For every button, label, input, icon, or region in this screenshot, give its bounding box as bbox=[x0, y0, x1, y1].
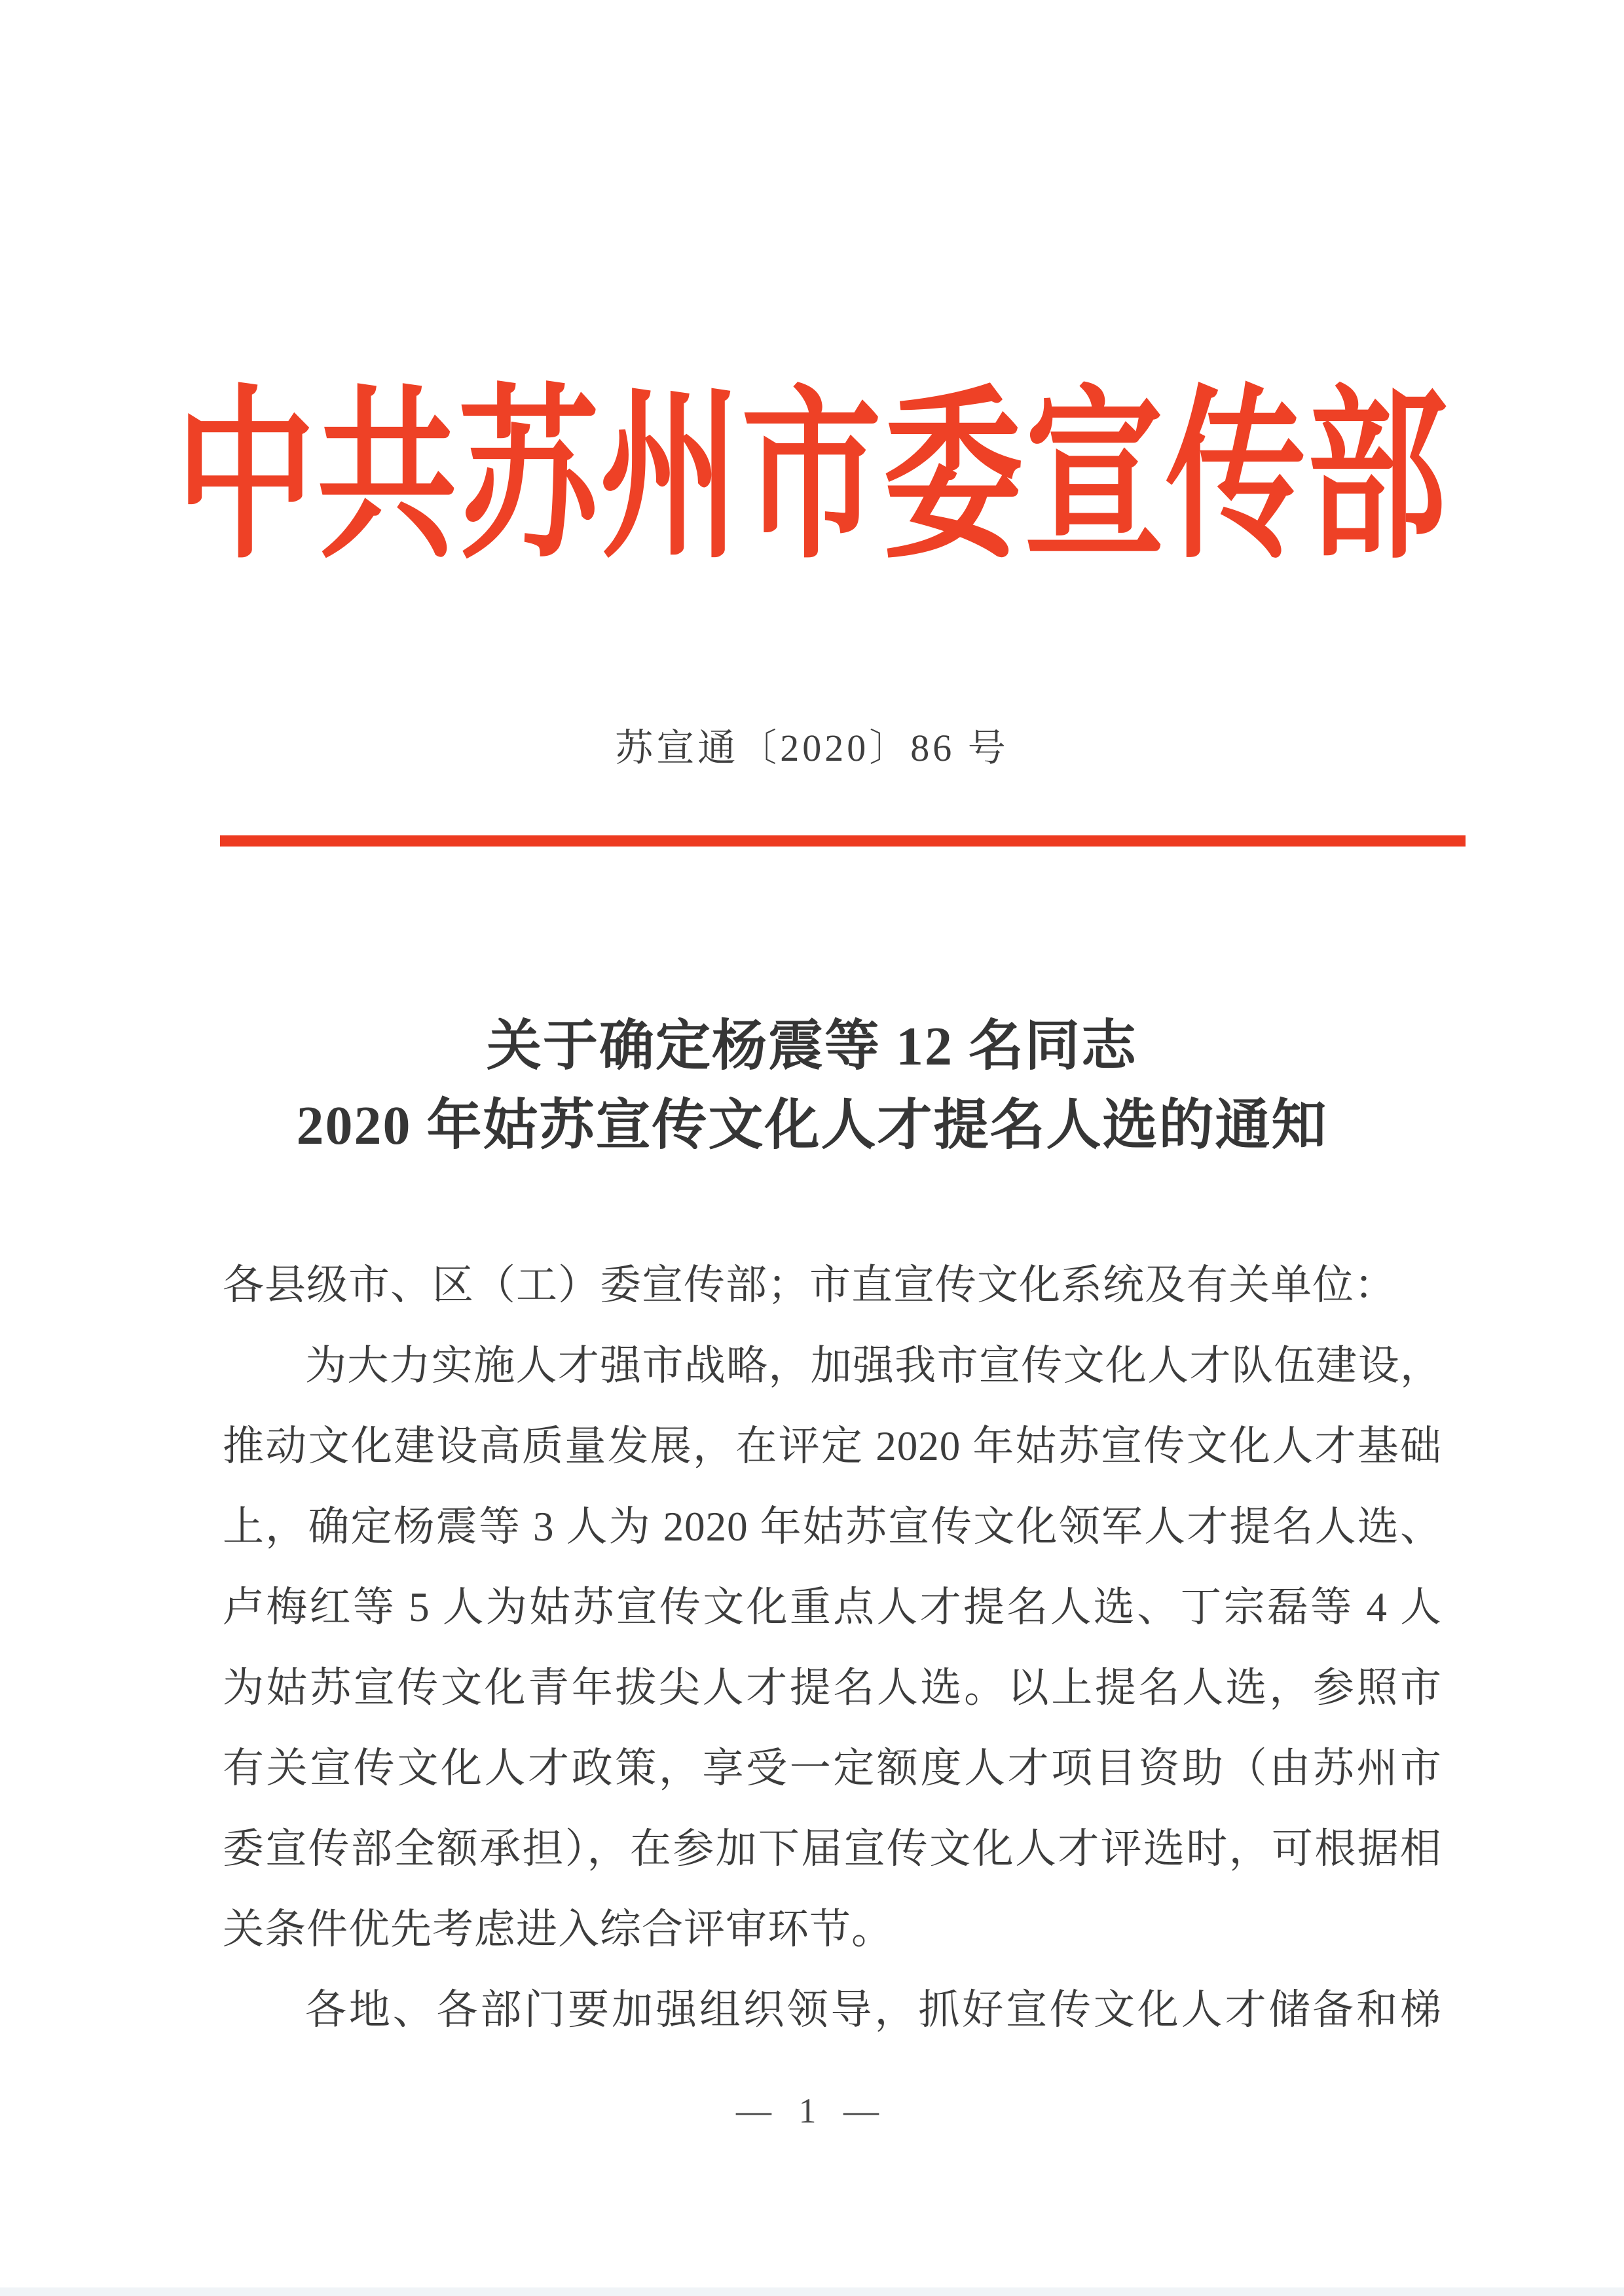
document-number: 苏宣通〔2020〕86 号 bbox=[615, 727, 1009, 769]
body-line: 上，确定杨震等 3 人为 2020 年姑苏宣传文化领军人才提名人选、 bbox=[223, 1504, 1442, 1550]
body-line: 关条件优先考虑进入综合评审环节。 bbox=[223, 1906, 893, 1952]
agency-masthead: 中共苏州市委宣传部 bbox=[175, 376, 1449, 581]
document-body bbox=[223, 1245, 1442, 2050]
notice-title-line1: 关于确定杨震等 12 名同志 bbox=[486, 1016, 1137, 1077]
body-line: 卢梅红等 5 人为姑苏宣传文化重点人才提名人选、丁宗磊等 4 人 bbox=[223, 1584, 1442, 1630]
body-line: 各地、各部门要加强组织领导，抓好宣传文化人才储备和梯 bbox=[305, 1987, 1442, 2033]
salutation-line: 各县级市、区（工）委宣传部；市直宣传文化系统及有关单位： bbox=[223, 1262, 1396, 1308]
page-number: — 1 — bbox=[736, 2091, 888, 2130]
body-line: 为姑苏宣传文化青年拔尖人才提名人选。以上提名人选，参照市 bbox=[223, 1665, 1442, 1711]
notice-title bbox=[0, 1007, 1624, 1165]
body-line: 有关宣传文化人才政策，享受一定额度人才项目资助（由苏州市 bbox=[223, 1745, 1442, 1791]
notice-title-line2: 2020 年姑苏宣传文化人才提名人选的通知 bbox=[296, 1095, 1328, 1156]
red-divider-line bbox=[220, 835, 1466, 847]
body-line: 推动文化建设高质量发展，在评定 2020 年姑苏宣传文化人才基础 bbox=[223, 1423, 1442, 1469]
scan-edge-artifact bbox=[0, 2287, 1624, 2296]
body-line: 为大力实施人才强市战略，加强我市宣传文化人才队伍建设， bbox=[305, 1343, 1442, 1389]
body-line: 委宣传部全额承担），在参加下届宣传文化人才评选时，可根据相 bbox=[223, 1826, 1442, 1872]
